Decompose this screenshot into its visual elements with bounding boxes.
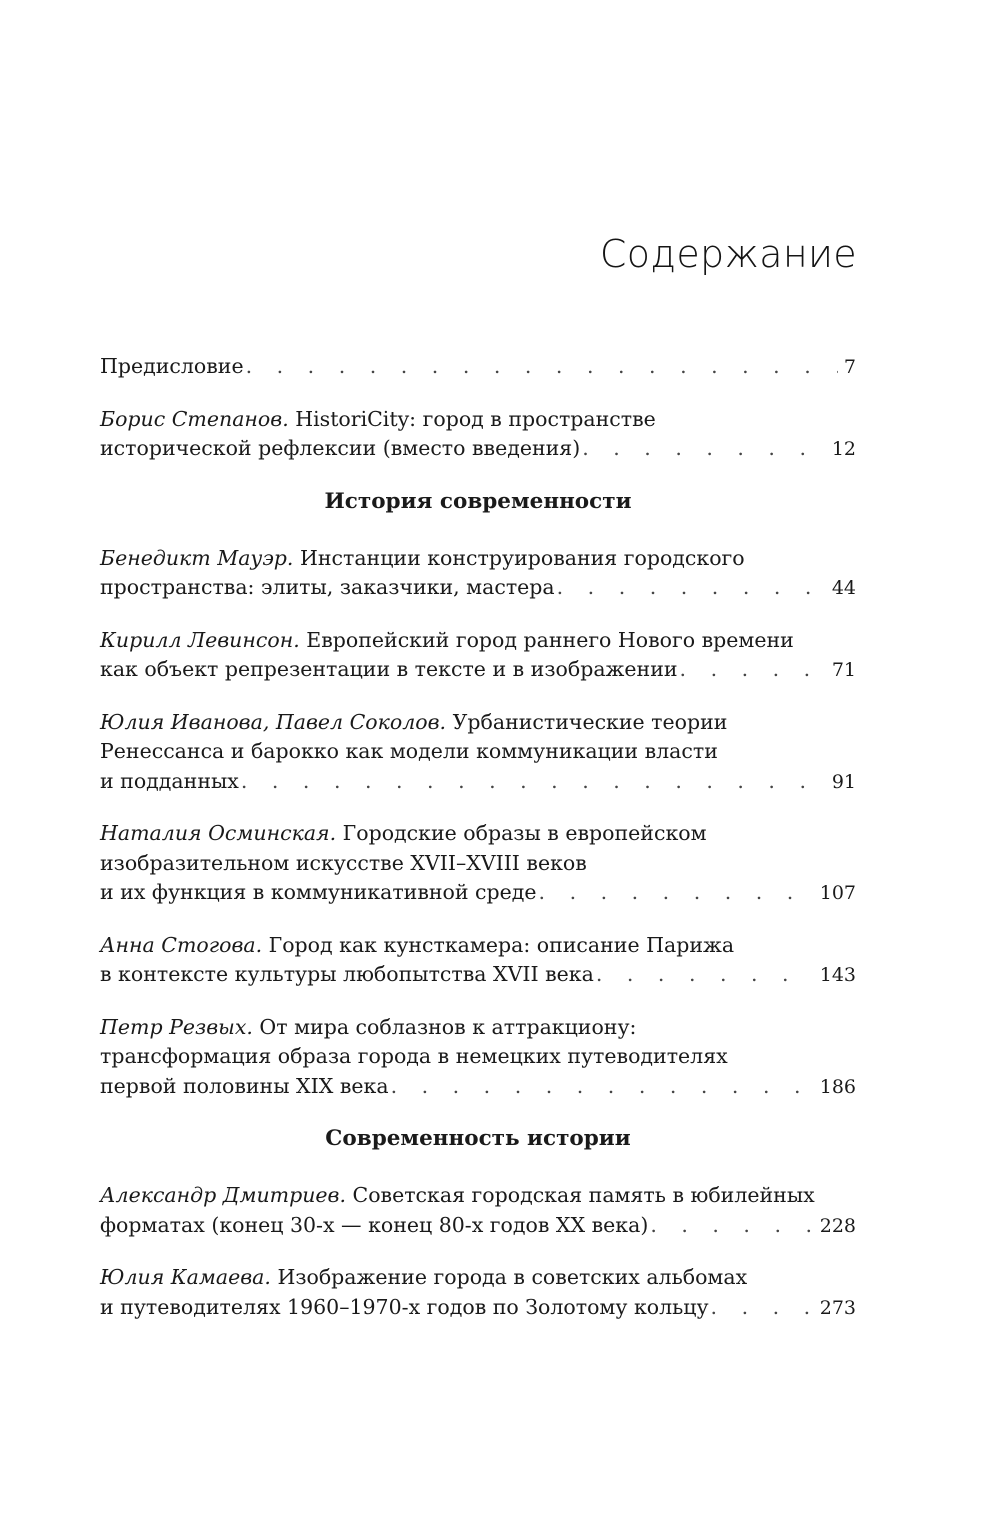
toc-entry-last-line (100, 767, 856, 798)
toc-entry-title-line: в контексте культуры любопытства XVII века (100, 962, 594, 986)
toc-entry-author: Бенедикт Мауэр. (100, 545, 294, 570)
toc-entry-last-line (100, 960, 856, 991)
toc-entry-last-line (100, 352, 856, 383)
toc-entry[interactable] (100, 819, 856, 909)
toc-entry-title-line: изобразительном искусстве XVII–XVIII веков (100, 850, 587, 875)
toc-entry-text (100, 1265, 747, 1289)
toc-entry-line (100, 1013, 856, 1043)
toc-entry-text (100, 407, 656, 431)
toc-entry-title-line: и путеводителях 1960–1970-х годов по Золотому кольцу (100, 1294, 709, 1319)
toc-entry-line (100, 1181, 856, 1211)
toc-entry-line (100, 1263, 856, 1293)
toc-entry-last-line (100, 1211, 856, 1242)
toc-entry-page-number: 12 (831, 438, 856, 460)
toc-entry-title-line: Город как кунсткамера: описание Парижа (262, 932, 735, 957)
dot-leader (596, 960, 814, 990)
toc-intro (100, 352, 856, 465)
toc-entry-title-line: От мира соблазнов к аттракциону: (252, 1014, 637, 1039)
dot-leader (391, 1072, 814, 1102)
toc-entry-last-line (100, 655, 856, 686)
toc-entry-author: Анна Стогова. (100, 932, 263, 957)
section-heading: История современности (324, 488, 632, 514)
toc-entry-text (100, 767, 239, 797)
toc-entry-title-line: Изображение города в советских альбомах (270, 1265, 748, 1289)
toc-entry-line (100, 931, 856, 961)
toc-entry-line (100, 708, 856, 738)
toc-entry-author: Борис Степанов. (100, 406, 289, 431)
toc-entry-text (100, 739, 718, 763)
toc-entry-line (100, 819, 856, 849)
toc-entry-text (100, 628, 794, 652)
toc-entry-text (100, 1072, 389, 1102)
toc-entry-page-number: 44 (831, 577, 856, 599)
toc-entry-text (100, 1293, 709, 1323)
toc-entry[interactable] (100, 931, 856, 991)
toc-entry[interactable] (100, 544, 856, 604)
toc-entry-last-line (100, 1072, 856, 1103)
dot-leader (241, 767, 826, 797)
toc-entry-title-line: Ренессанса и барокко как модели коммуникации власти (100, 739, 718, 763)
page-title: Содержание (599, 232, 857, 276)
dot-leader (650, 1211, 813, 1241)
toc-entry-title-line: и подданных (100, 768, 239, 793)
toc-entry-page-number: 143 (819, 964, 856, 986)
toc-entry-title-line: HistoriCity: город в пространстве (288, 406, 656, 431)
toc-entry-author: Юлия Камаева. (100, 1265, 271, 1289)
toc-entry-title-line: Урбанистические теории (446, 709, 728, 734)
dot-leader (557, 573, 826, 603)
toc-entry-title-line: первой половины XIX века (100, 1073, 389, 1098)
toc-entry-title-line: Предисловие (100, 354, 244, 378)
toc-entry-text (100, 1044, 728, 1068)
toc-entry-title-line: и их функция в коммуникативной среде (100, 880, 537, 904)
toc-entry-line (100, 405, 856, 435)
toc-entry-text (100, 655, 678, 685)
toc-entry-page-number: 228 (819, 1214, 856, 1237)
toc-entry-text (100, 878, 537, 908)
toc-entry-title-line: исторической рефлексии (вместо введения) (100, 436, 581, 460)
toc-entry-last-line (100, 878, 856, 909)
toc-entry-text (100, 546, 745, 570)
toc-entry-text (100, 1015, 636, 1039)
toc-entry-page-number: 7 (843, 356, 856, 378)
toc-entry-title-line: Европейский город раннего Нового времени (299, 627, 794, 652)
toc-entry-last-line (100, 573, 856, 604)
toc-entry-text (100, 710, 727, 734)
toc-entry-title-line: трансформация образа города в немецких путеводителях (100, 1044, 728, 1068)
toc-entry-line (100, 737, 856, 767)
toc-entry-title-line: как объект репрезентации в тексте и в изображении (100, 657, 678, 681)
toc-entry-text (100, 821, 707, 845)
toc-entry[interactable] (100, 1013, 856, 1103)
toc-entry-title-line: Советская городская память в юбилейных (346, 1183, 815, 1207)
toc-entry-page-number: 71 (831, 659, 856, 681)
dot-leader (711, 1293, 814, 1323)
toc-entry[interactable] (100, 1181, 856, 1241)
toc-entry-text (100, 434, 580, 464)
toc-entry-last-line (100, 434, 856, 465)
toc-entry[interactable] (100, 405, 856, 465)
toc-entry-title-line: пространства: элиты, заказчики, мастера (100, 575, 555, 599)
toc-entry-text (100, 933, 734, 957)
toc-entry-author: Юлия Иванова, Павел Соколов. (100, 709, 447, 734)
toc-entry-author: Кирилл Левинсон. (100, 627, 300, 652)
toc-entry-line (100, 626, 856, 656)
toc-entry[interactable] (100, 352, 856, 383)
toc-entry-author: Наталия Осминская. (100, 821, 337, 845)
toc-entry-line (100, 1042, 856, 1072)
toc-entry-text (100, 1211, 648, 1241)
table-of-contents (100, 352, 856, 1345)
section-heading: Современность истории (325, 1126, 631, 1151)
dot-leader (582, 434, 826, 464)
toc-entry-page-number: 107 (819, 882, 856, 904)
toc-entry-text (100, 851, 587, 875)
toc-entry-text (100, 352, 244, 382)
toc-entry-text (100, 960, 594, 990)
toc-entry-page-number: 273 (819, 1296, 856, 1319)
toc-entry-page-number: 186 (819, 1075, 856, 1098)
toc-sections (100, 487, 856, 1324)
toc-entry-text (100, 1183, 815, 1207)
toc-entry-title-line: Инстанции конструирования городского (293, 545, 745, 570)
toc-entry-title-line: Городские образы в европейском (336, 821, 707, 845)
dot-leader (680, 655, 826, 685)
toc-entry-page-number: 91 (831, 770, 856, 793)
toc-entry-line (100, 849, 856, 879)
toc-entry-last-line (100, 1293, 856, 1324)
toc-entry-author: Александр Дмитриев. (100, 1183, 346, 1207)
toc-entry[interactable] (100, 626, 856, 686)
toc-entry-title-line: форматах (конец 30-х — конец 80-х годов XX века) (100, 1212, 649, 1237)
dot-leader (246, 352, 838, 382)
toc-entry-author: Петр Резвых. (100, 1014, 253, 1039)
toc-entry[interactable] (100, 708, 856, 798)
toc-entry-line (100, 544, 856, 574)
dot-leader (539, 878, 814, 908)
toc-entry-text (100, 573, 555, 603)
toc-entry[interactable] (100, 1263, 856, 1323)
